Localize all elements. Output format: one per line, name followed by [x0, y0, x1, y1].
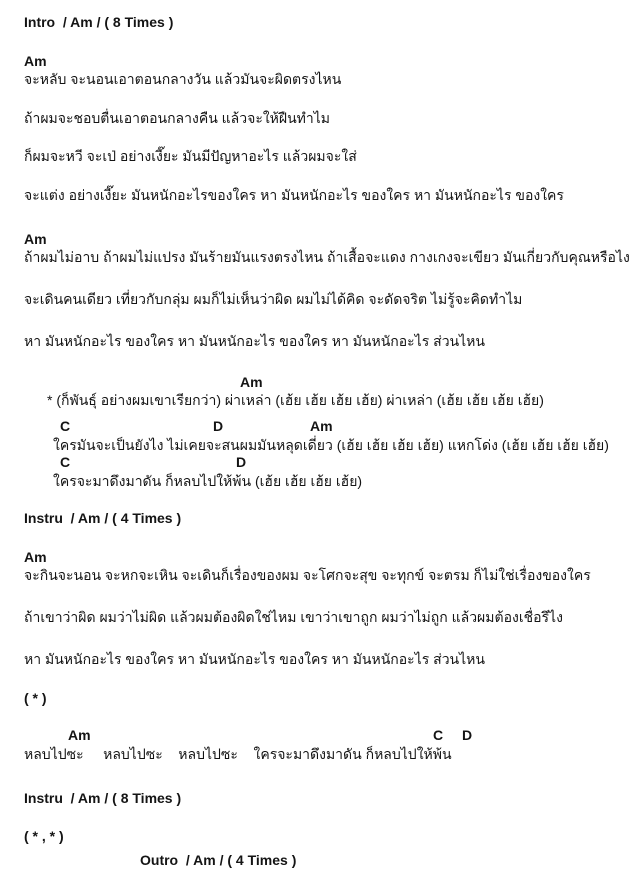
chord-c: C — [60, 418, 71, 434]
lyric-line: หา มันหนักอะไร ของใคร หา มันหนักอะไร ของใคร หา มันหนักอะไร ส่วนไหน — [24, 651, 485, 667]
lyric-line: ก็ผมจะหวี จะเป่ อย่างเงี๊ยะ มันมีปัญหาอะไร แล้วผมจะใส่ — [24, 148, 357, 164]
chorus-lyric-line: ใครจะมาดึงมาดัน ก็หลบไปให้พ้น (เฮ้ย เฮ้ย เฮ้ย เฮ้ย) — [53, 473, 363, 489]
chorus-chord-label: Am — [240, 374, 263, 390]
outro-chord-row — [0, 727, 640, 746]
lyric-line: ถ้าเขาว่าผิด ผมว่าไม่ผิด แล้วผมต้องผิดใช่ไหม เขาว่าเขาถูก ผมว่าไม่ถูก แล้วผมต้องเชื่อรึไง — [24, 609, 563, 625]
chord-d: D — [236, 454, 247, 470]
lyric-line: จะแต่ง อย่างเงี๊ยะ มันหนักอะไรของใคร หา มันหนักอะไร ของใคร หา มันหนักอะไร ของใคร — [24, 187, 564, 203]
chord-am: Am — [310, 418, 333, 434]
repeat-star-mark: ( * ) — [24, 690, 47, 706]
outro-section-header: Outro / Am / ( 4 Times ) — [140, 852, 297, 868]
chord-c: C — [433, 727, 444, 743]
outro-lyric-line: หลบไปซะ หลบไปซะ หลบไปซะ ใครจะมาดึงมาดัน ก็หลบไปให้พ้น — [24, 746, 452, 762]
lyric-line: หา มันหนักอะไร ของใคร หา มันหนักอะไร ของใคร หา มันหนักอะไร ส่วนไหน — [24, 333, 485, 349]
lyric-line: ถ้าผมจะชอบตื่นเอาตอนกลางคืน แล้วจะให้ฝืนทำไม — [24, 110, 331, 126]
chorus-chord-row-1 — [0, 418, 640, 437]
chorus-lyric-line: ใครมันจะเป็นยังไง ไม่เคยจะสนผมมันหลุดเดี่ยว (เฮ้ย เฮ้ย เฮ้ย เฮ้ย) แหกโด่ง (เฮ้ย เฮ้ย เฮ้ย เฮ้ย) — [53, 437, 609, 453]
lyric-line: จะหลับ จะนอนเอาตอนกลางวัน แล้วมันจะผิดตรงไหน — [24, 71, 342, 87]
repeat-star-mark: ( * , * ) — [24, 828, 64, 844]
verse2-chord-label: Am — [24, 231, 47, 247]
lyric-line: จะเดินคนเดียว เที่ยวกับกลุ่ม ผมก็ไม่เห็นว่าผิด ผมไม่ได้คิด จะดัดจริต ไม่รู้จะคิดทำไม — [24, 291, 523, 307]
instru-section-header: Instru / Am / ( 4 Times ) — [24, 510, 182, 526]
chord-d: D — [213, 418, 224, 434]
chord-d: D — [462, 727, 473, 743]
chorus-lyric-line: * (ก็พันธุ์ อย่างผมเขาเรียกว่า) ผ่าเหล่า (เฮ้ย เฮ้ย เฮ้ย เฮ้ย) ผ่าเหล่า (เฮ้ย เฮ้ย เฮ้ย เฮ้ย) — [47, 392, 544, 408]
verse1-chord-label: Am — [24, 53, 47, 69]
verse3-chord-label: Am — [24, 549, 47, 565]
chord-c: C — [60, 454, 71, 470]
instru-section-header: Instru / Am / ( 8 Times ) — [24, 790, 182, 806]
intro-section-header: Intro / Am / ( 8 Times ) — [24, 14, 174, 30]
chorus-chord-row-2 — [0, 454, 640, 473]
lyric-line: ถ้าผมไม่อาบ ถ้าผมไม่แปรง มันร้ายมันแรงตรงไหน ถ้าเสื้อจะแดง กางเกงจะเขียว มันเกี่ยวกับคุณหรือไง — [24, 249, 630, 265]
lyric-line: จะกินจะนอน จะหกจะเหิน จะเดินก็เรื่องของผม จะโศกจะสุข จะทุกข์ จะตรม ก็ไม่ใช่เรื่องของใคร — [24, 567, 591, 583]
chord-am: Am — [68, 727, 91, 743]
